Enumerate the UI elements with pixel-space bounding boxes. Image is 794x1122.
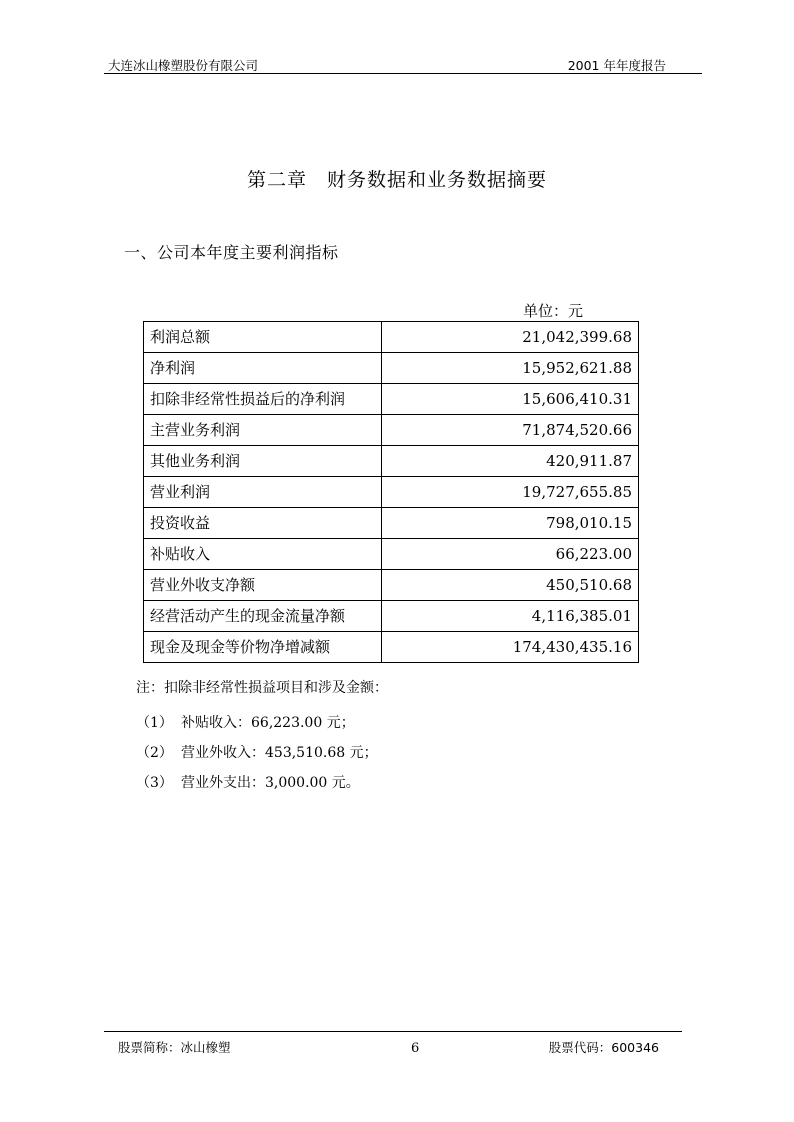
note-index: （1） <box>136 715 173 731</box>
row-value: 66,223.00 <box>382 539 639 570</box>
footer-stock-code: 股票代码：600346 <box>548 1040 659 1055</box>
table-row <box>144 322 639 353</box>
table-row <box>144 353 639 384</box>
section-title: 一、公司本年度主要利润指标 <box>124 243 339 262</box>
unit-label: 单位：元 <box>523 302 584 320</box>
profit-indicators-table <box>143 321 639 663</box>
row-value: 420,911.87 <box>382 446 639 477</box>
header-company: 大连冰山橡塑股份有限公司 <box>108 58 259 73</box>
row-label: 扣除非经常性损益后的净利润 <box>144 384 382 415</box>
row-label: 营业外收支净额 <box>144 570 382 601</box>
note-text: 营业外支出：3,000.00 元。 <box>181 775 360 791</box>
table-row <box>144 446 639 477</box>
row-value: 450,510.68 <box>382 570 639 601</box>
row-label: 投资收益 <box>144 508 382 539</box>
table-row <box>144 632 639 663</box>
chapter-title: 第二章 财务数据和业务数据摘要 <box>246 169 547 191</box>
note-text: 营业外收入：453,510.68 元； <box>181 745 378 761</box>
row-label: 补贴收入 <box>144 539 382 570</box>
row-value: 71,874,520.66 <box>382 415 639 446</box>
row-label: 现金及现金等价物净增减额 <box>144 632 382 663</box>
row-label: 主营业务利润 <box>144 415 382 446</box>
page-number: 6 <box>411 1041 420 1056</box>
row-label: 经营活动产生的现金流量净额 <box>144 601 382 632</box>
table-row <box>144 415 639 446</box>
note-item <box>136 739 388 767</box>
table-row <box>144 601 639 632</box>
table-row <box>144 508 639 539</box>
row-value: 798,010.15 <box>382 508 639 539</box>
row-label: 利润总额 <box>144 322 382 353</box>
table-row <box>144 539 639 570</box>
header-divider <box>104 73 702 74</box>
row-label: 净利润 <box>144 353 382 384</box>
row-value: 21,042,399.68 <box>382 322 639 353</box>
table-row <box>144 384 639 415</box>
table-row <box>144 477 639 508</box>
note-item <box>136 769 388 797</box>
footer-divider <box>104 1031 682 1032</box>
table-row <box>144 570 639 601</box>
notes-section <box>136 677 388 799</box>
note-item <box>136 709 388 737</box>
note-text: 补贴收入：66,223.00 元； <box>181 715 355 731</box>
note-index: （3） <box>136 775 173 791</box>
notes-heading: 注：扣除非经常性损益项目和涉及金额： <box>136 680 388 696</box>
row-value: 4,116,385.01 <box>382 601 639 632</box>
header-report-title: 2001 年年度报告 <box>567 58 666 73</box>
row-value: 15,952,621.88 <box>382 353 639 384</box>
row-value: 15,606,410.31 <box>382 384 639 415</box>
footer-stock-abbreviation: 股票简称：冰山橡塑 <box>118 1040 231 1055</box>
row-label: 其他业务利润 <box>144 446 382 477</box>
row-value: 19,727,655.85 <box>382 477 639 508</box>
note-index: （2） <box>136 745 173 761</box>
row-label: 营业利润 <box>144 477 382 508</box>
row-value: 174,430,435.16 <box>382 632 639 663</box>
